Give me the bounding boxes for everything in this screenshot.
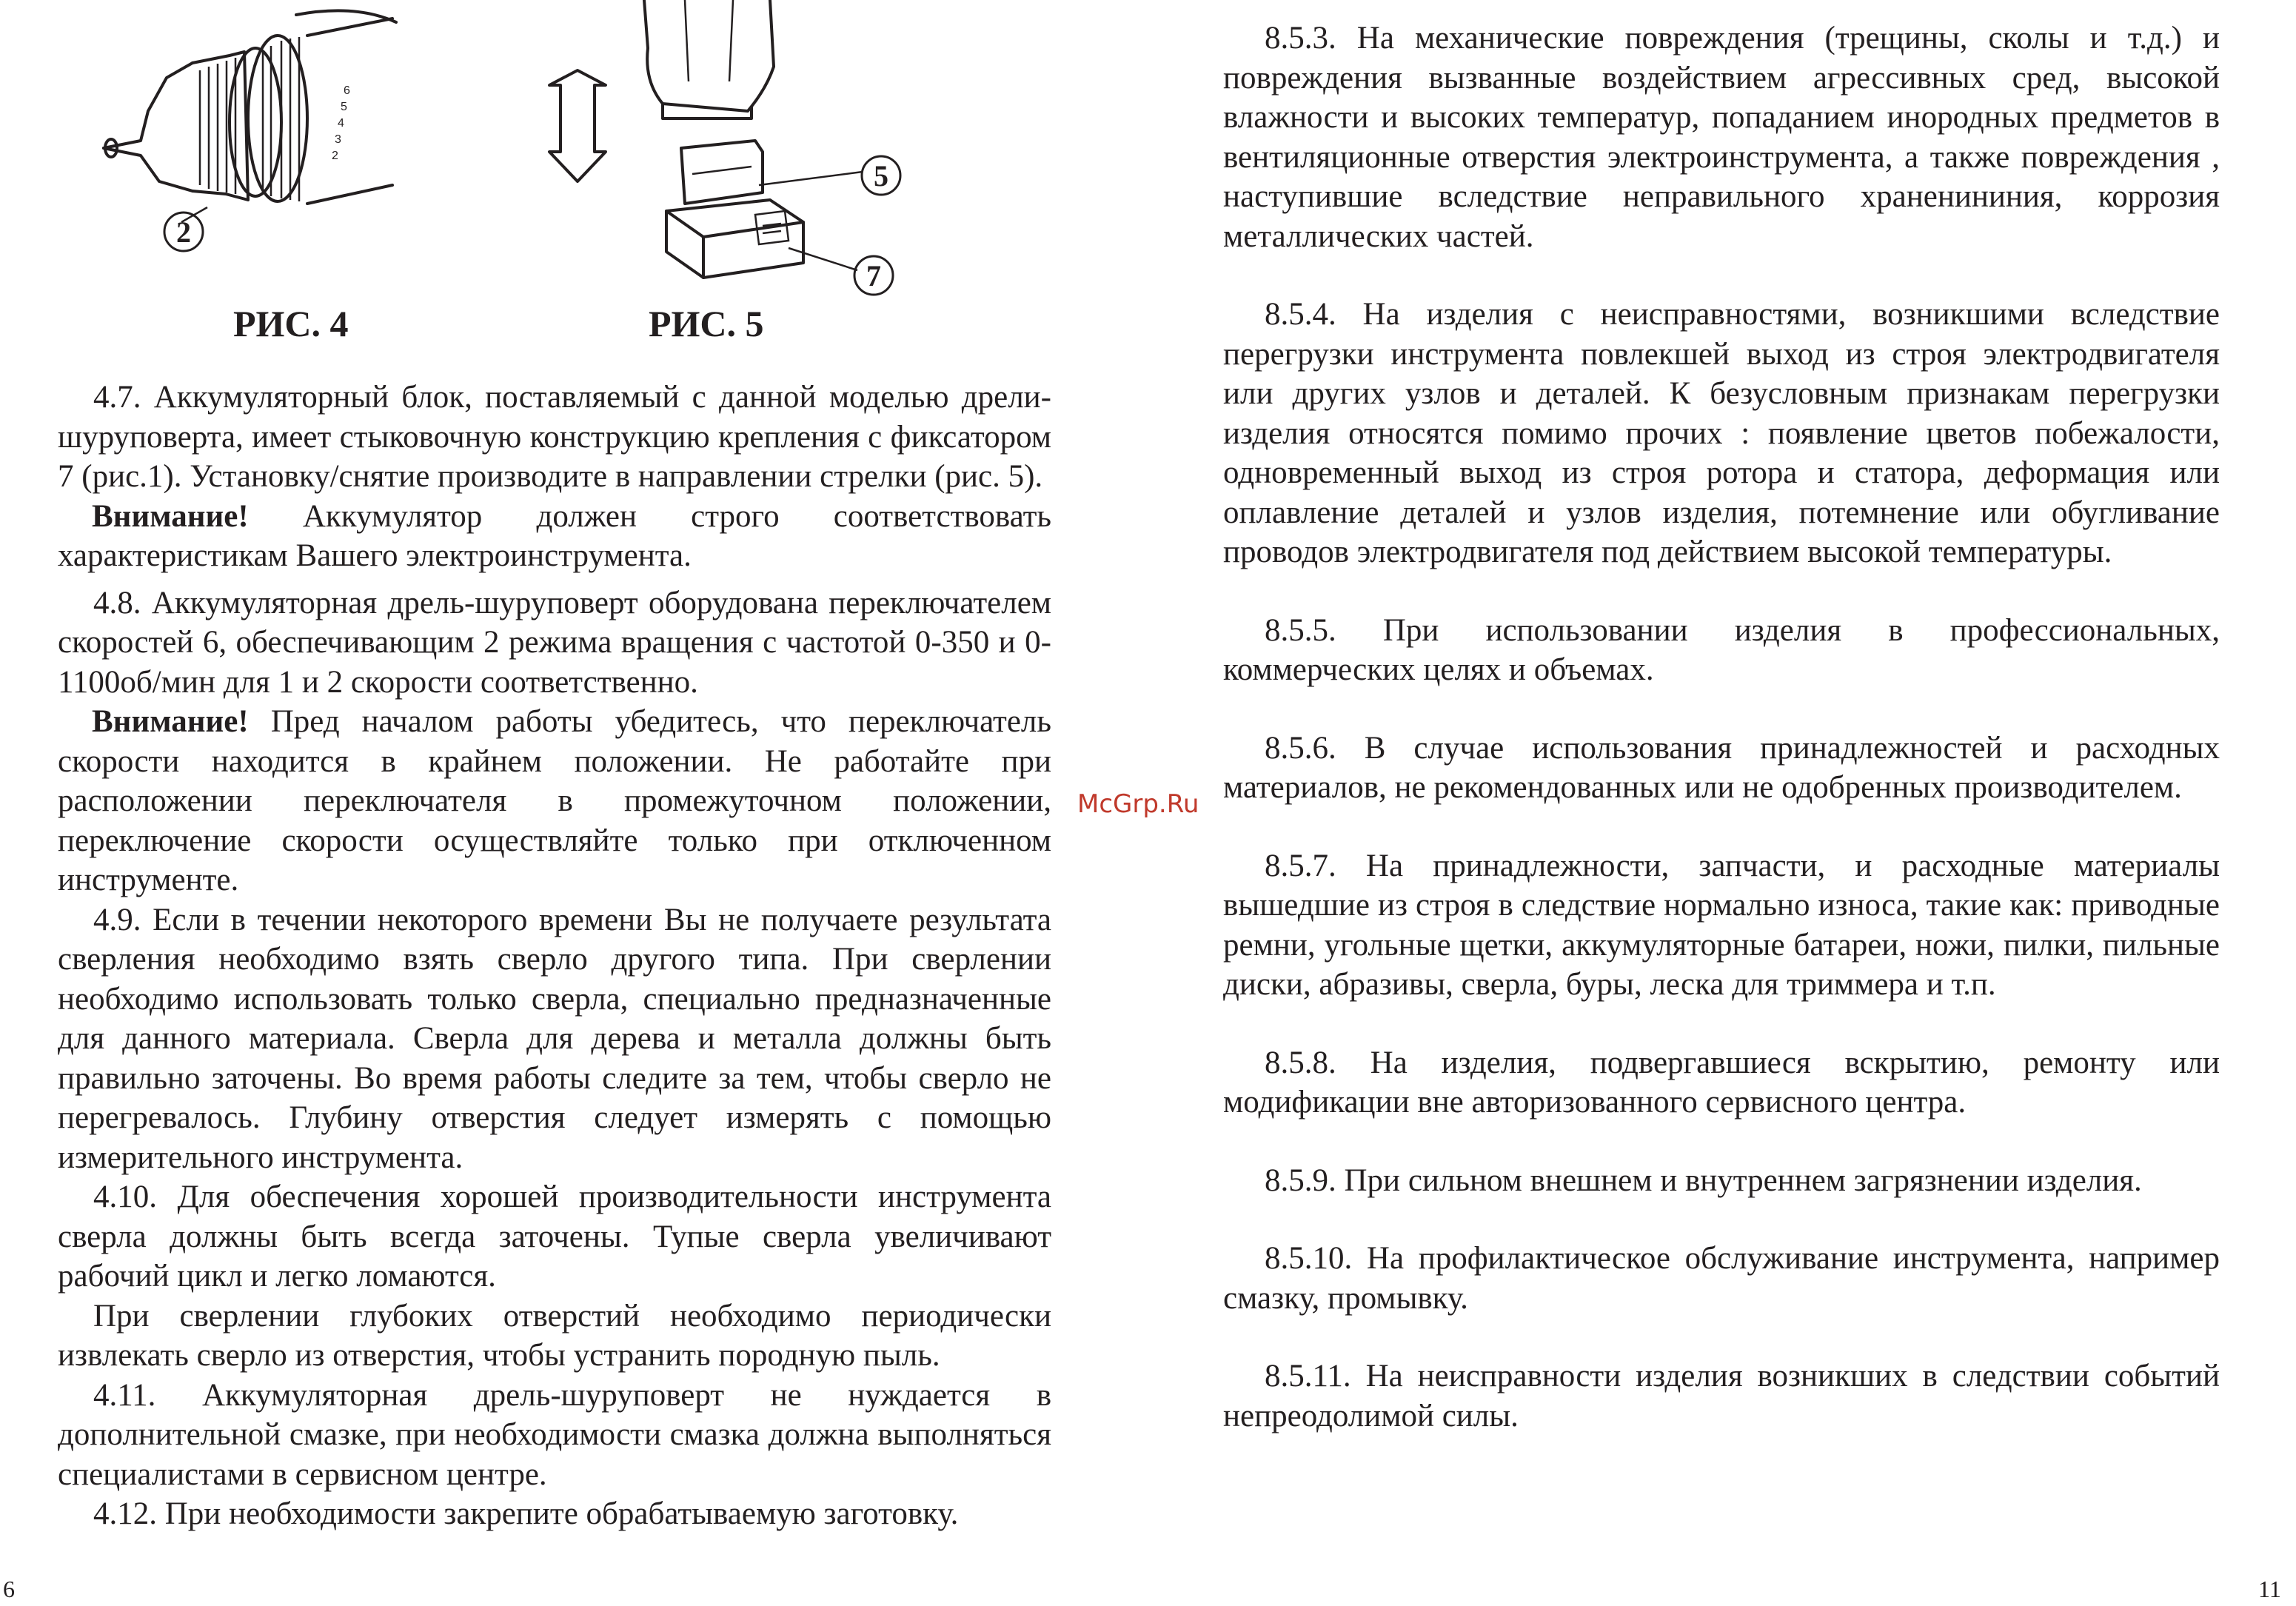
paragraph-4-10: 4.10. Для обеспечения хорошей производительности инструмента сверла должны быть всегда заточены. Тупые сверла увеличивают рабочий цикл и легко ломаются. [58, 1180, 1051, 1294]
paragraph-4-12: 4.12. При необходимости закрепите обрабатываемую заготовку. [93, 1496, 959, 1531]
paragraph-8-5-8: 8.5.8. На изделия, подвергавшиеся вскрытию, ремонту или модификации вне авторизованного сервисного центра. [1223, 1045, 2220, 1120]
paragraph-8-5-10: 8.5.10. На профилактическое обслуживание инструмента, например смазку, промывку. [1223, 1241, 2220, 1316]
svg-text:5: 5 [341, 101, 347, 113]
paragraph-4-11: 4.11. Аккумуляторная дрель-шуруповерт не нуждается в дополнительной смазке, при необходимости смазка должна выполняться специалистами в сервисном центре. [58, 1377, 1051, 1492]
paragraph-4-8: 4.8. Аккумуляторная дрель-шуруповерт оборудована переключателем скоростей 6, обеспечивающим 2 режима вращения с частотой 0-350 и 0-1100об/мин для 1 и 2 скорости соответственно. [58, 585, 1051, 700]
fig5-battery-illustration [540, 0, 933, 296]
svg-text:3: 3 [335, 133, 341, 146]
watermark: McGrp.Ru [1077, 789, 1199, 819]
svg-text:5: 5 [874, 159, 888, 193]
right-page [1148, 0, 2296, 1606]
svg-text:7: 7 [866, 259, 881, 292]
svg-text:2: 2 [176, 215, 191, 249]
warning-label: Внимание! [92, 498, 249, 534]
paragraph-4-10-continued: При сверлении глубоких отверстий необходимо периодически извлекать сверло из отверстия, чтобы устранить породную пыль. [58, 1298, 1051, 1373]
warning-label: Внимание! [92, 704, 249, 739]
svg-text:4: 4 [338, 117, 344, 130]
warning-text: Аккумулятор должен строго соответствовать характеристикам Вашего электроинструмента. [58, 498, 1051, 573]
left-page [0, 0, 1096, 1606]
paragraph-8-5-3: 8.5.3. На механические повреждения (трещины, сколы и т.д.) и повреждения вызванные воздействием агрессивных сред, высокой влажности и высоких температур, попаданием инородных предметов в вентиляционные отверстия электроинструмента, а также повреждения , наступившие вследствие неправильного храненининия, коррозия металлических частей. [1223, 21, 2220, 254]
paragraph-4-7: 4.7. Аккумуляторный блок, поставляемый с данной моделью дрели-шуруповерта, имеет стыковочную конструкцию крепления с фиксатором 7 (рис.1). Установку/снятие производите в направлении стрелки (рис. 5). [58, 380, 1051, 494]
fig5-marker-7 [851, 253, 896, 298]
paragraph-8-5-7: 8.5.7. На принадлежности, запчасти, и расходные материалы вышедшие из строя в следствие нормально износа, такие как: приводные ремни, угольные щетки, аккумуляторные батареи, ножи, пилки, пильные диски, абразивы, сверла, буры, леска для триммера и т.п. [1223, 848, 2220, 1002]
left-text-column [58, 378, 1051, 1534]
page-number-left: 6 [3, 1576, 15, 1602]
paragraph-8-5-6: 8.5.6. В случае использования принадлежностей и расходных материалов, не рекомендованных или не одобренных производителем. [1223, 730, 2220, 805]
fig4-drill-chuck-illustration [96, 0, 407, 267]
paragraph-8-5-9: 8.5.9. При сильном внешнем и внутреннем загрязнении изделия. [1265, 1162, 2142, 1198]
fig5-caption: РИС. 5 [649, 303, 764, 344]
paragraph-8-5-5: 8.5.5. При использовании изделия в профессиональных, коммерческих целях и объемах. [1223, 612, 2220, 687]
svg-text:6: 6 [344, 84, 350, 97]
paragraph-8-5-11: 8.5.11. На неисправности изделия возникших в следствии событий непреодолимой силы. [1223, 1359, 2220, 1433]
svg-text:2: 2 [332, 150, 338, 162]
fig4-caption: РИС. 4 [233, 303, 349, 344]
paragraph-8-5-4: 8.5.4. На изделия с неисправностями, возникшими вследствие перегрузки инструмента повлекшей выход из строя электродвигателя или других узлов и деталей. К безусловным признакам перегрузки изделия относятся помимо прочих : появление цветов побежалости, одновременный выход из строя ротора и статора, деформация или оплавление деталей и узлов изделия, потемнение или обугливание проводов электродвигателя под действием высокой температуры. [1223, 297, 2220, 569]
paragraph-4-9: 4.9. Если в течении некоторого времени Вы не получаете результата сверления необходимо взять сверло другого типа. При сверлении необходимо использовать только сверла, специально предназначенные для данного материала. Сверла для дерева и металла должны быть правильно заточены. Во время работы следите за тем, чтобы сверло не перегревалось. Глубину отверстия следует измерять с помощью измерительного инструмента. [58, 902, 1051, 1175]
fig4-marker-2 [161, 210, 206, 254]
page-number-right: 11 [2258, 1576, 2281, 1602]
right-text-column [1223, 19, 2220, 1436]
fig5-marker-5 [859, 153, 903, 198]
warning-text: Пред началом работы убедитесь, что переключатель скорости находится в крайнем положении. Не работайте при расположении переключателя в промежуточном положении, переключение скорости осуществляйте только при отключенном инструменте. [58, 704, 1051, 897]
warning-speed-switch [58, 702, 1051, 900]
warning-battery [58, 497, 1051, 576]
